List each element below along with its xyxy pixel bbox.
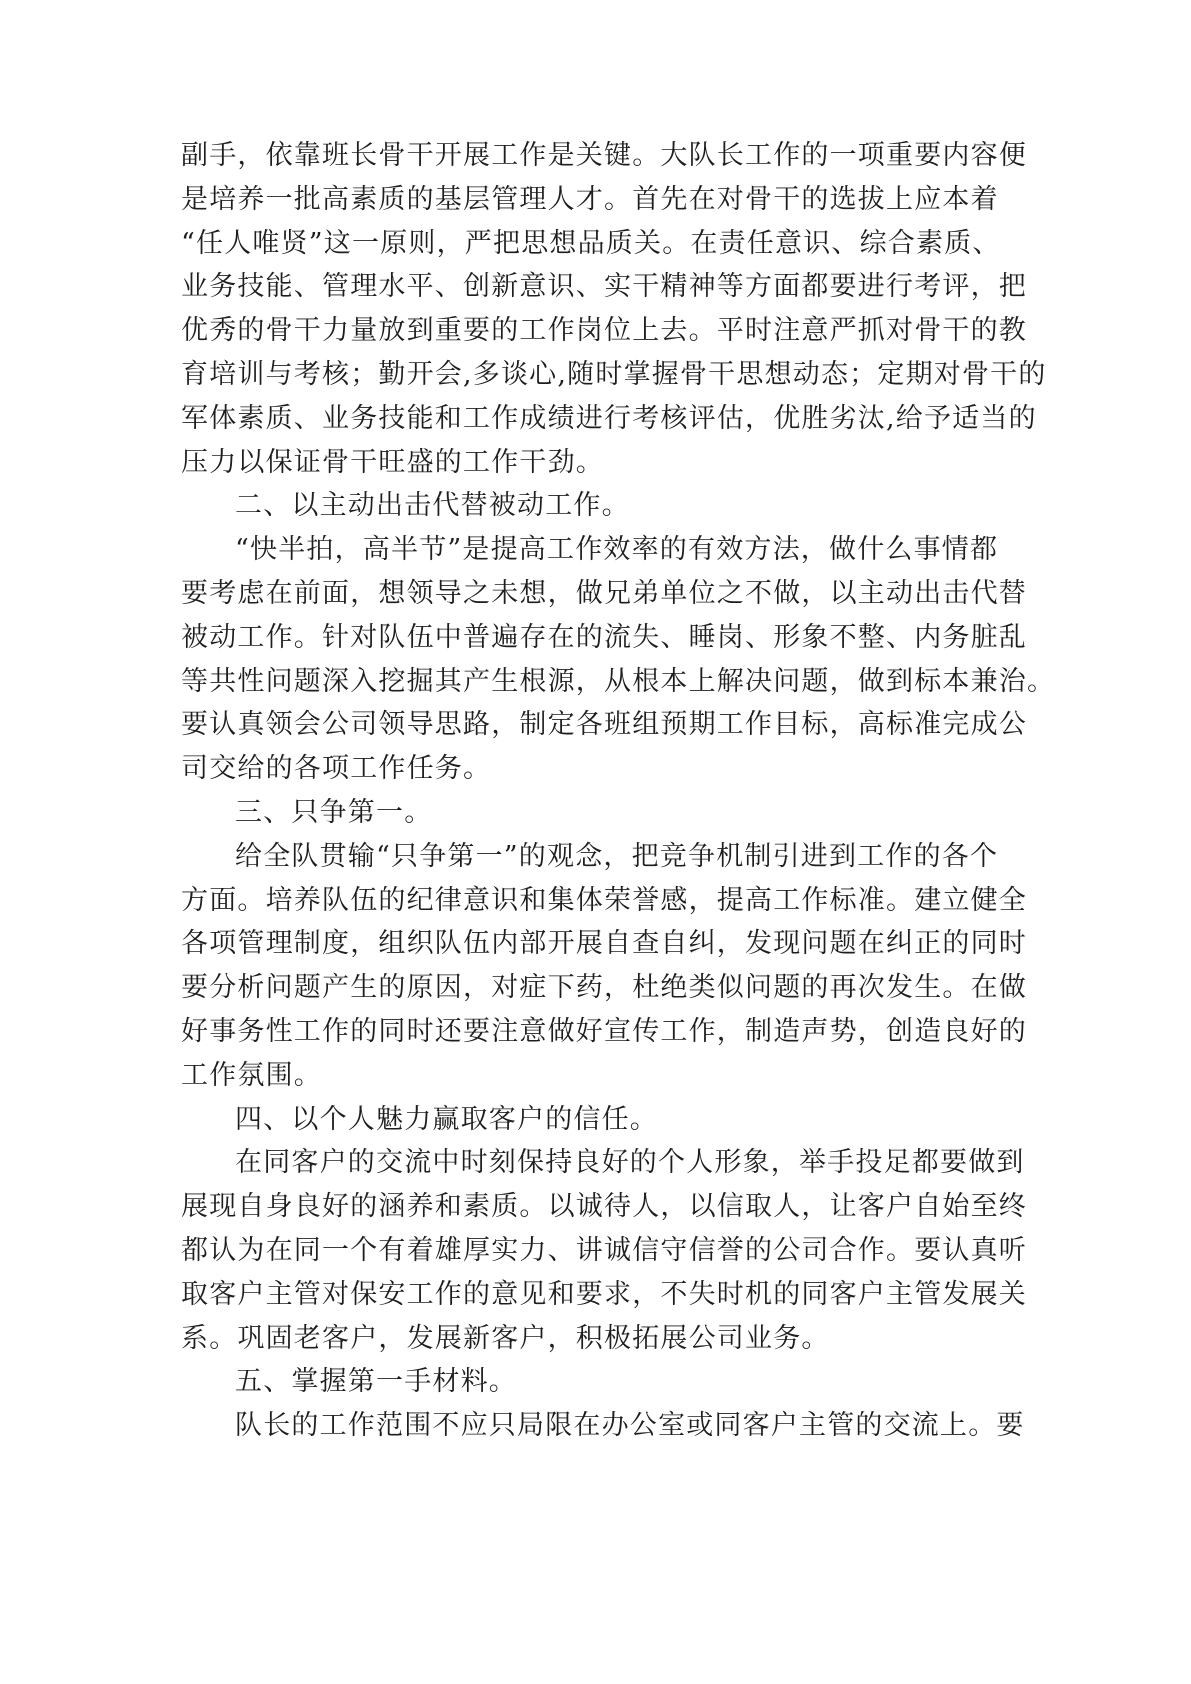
document-body xyxy=(181,134,1056,1448)
text-line: 要分析问题产生的原因，对症下药，杜绝类似问题的再次发生。在做 xyxy=(181,972,1027,1004)
text-line: 要认真领会公司领导思路，制定各班组预期工作目标，高标准完成公 xyxy=(181,709,1027,741)
text-line: 都认为在同一个有着雄厚实力、讲诚信守信誉的公司合作。要认真听 xyxy=(181,1234,1027,1266)
text-line: 是培养一批高素质的基层管理人才。首先在对骨干的选拔上应本着 xyxy=(181,183,999,215)
text-line: 副手，依靠班长骨干开展工作是关键。大队长工作的一项重要内容便 xyxy=(181,140,1027,171)
text-line: 方面。培养队伍的纪律意识和集体荣誉感，提高工作标准。建立健全 xyxy=(181,884,1027,916)
text-line: 优秀的骨干力量放到重要的工作岗位上去。平时注意严抓对骨干的教 xyxy=(181,315,1027,347)
text-line: 展现自身良好的涵养和素质。以诚待人，以信取人，让客户自始至终 xyxy=(181,1191,1027,1223)
text-line: 军体素质、业务技能和工作成绩进行考核评估，优胜劣汰,给予适当的 xyxy=(181,402,1037,434)
text-line: 系。巩固老客户，发展新客户，积极拓展公司业务。 xyxy=(181,1322,830,1354)
text-line: 要考虑在前面，想领导之未想，做兄弟单位之不做，以主动出击代替 xyxy=(181,577,1027,609)
text-line: 被动工作。针对队伍中普遍存在的流失、睡岗、形象不整、内务脏乱 xyxy=(181,621,1027,653)
text-line: 队长的工作范围不应只局限在办公室或同客户主管的交流上。要 xyxy=(235,1410,1025,1442)
text-line: “快半拍，高半节”是提高工作效率的有效方法，做什么事情都 xyxy=(235,534,999,566)
text-line: 给全队贯输“只争第一”的观念，把竞争机制引进到工作的各个 xyxy=(235,840,999,872)
text-line: 四、以个人魅力赢取客户的信任。 xyxy=(235,1103,658,1135)
text-line: 压力以保证骨干旺盛的工作干劲。 xyxy=(181,446,604,478)
text-line: 在同客户的交流中时刻保持良好的个人形象，举手投足都要做到 xyxy=(235,1147,1025,1179)
text-line: 取客户主管对保安工作的意见和要求，不失时机的同客户主管发展关 xyxy=(181,1278,1027,1310)
text-line: 育培训与考核；勤开会,多谈心,随时掌握骨干思想动态；定期对骨干的 xyxy=(181,358,1047,390)
text-line: 各项管理制度，组织队伍内部开展自查自纠，发现问题在纠正的同时 xyxy=(181,928,1027,960)
text-line: 司交给的各项工作任务。 xyxy=(181,753,492,785)
text-line: 好事务性工作的同时还要注意做好宣传工作，制造声势，创造良好的 xyxy=(181,1015,1027,1047)
text-line: 工作氛围。 xyxy=(181,1059,322,1091)
text-line: “任人唯贤”这一原则，严把思想品质关。在责任意识、综合素质、 xyxy=(181,227,1001,259)
text-line: 二、以主动出击代替被动工作。 xyxy=(235,490,630,522)
text-line: 五、掌握第一手材料。 xyxy=(235,1366,517,1398)
text-line: 业务技能、管理水平、创新意识、实干精神等方面都要进行考评，把 xyxy=(181,271,1027,303)
text-line: 等共性问题深入挖掘其产生根源，从根本上解决问题，做到标本兼治。 xyxy=(181,665,1056,697)
text-line: 三、只争第一。 xyxy=(235,796,433,828)
